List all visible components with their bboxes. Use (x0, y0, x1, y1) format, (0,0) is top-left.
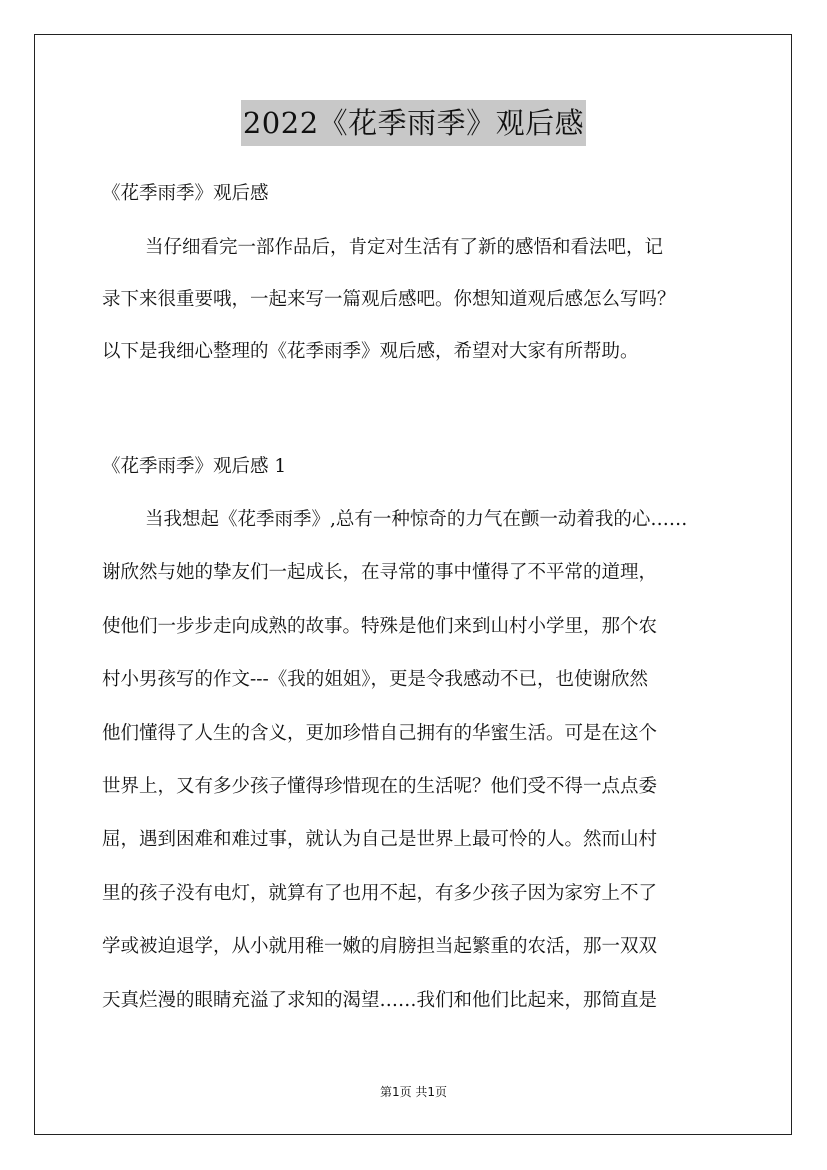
title-container (0, 100, 827, 146)
document-title: 2022《花季雨季》观后感 (241, 100, 586, 146)
text-line: 当我想起《花季雨季》,总有一种惊奇的力气在颤一动着我的心…… (145, 509, 688, 530)
text-line: 天真烂漫的眼睛充溢了求知的渴望……我们和他们比起来，那简直是 (102, 989, 658, 1011)
text-line: 他们懂得了人生的含义，更加珍惜自己拥有的华蜜生活。可是在这个 (102, 722, 658, 744)
text-line: 里的孩子没有电灯，就算有了也用不起，有多少孩子因为家穷上不了 (102, 882, 658, 904)
text-line: 世界上，又有多少孩子懂得珍惜现在的生活呢？他们受不得一点点委 (102, 775, 658, 797)
intro-paragraph (102, 235, 730, 391)
text-line: 学或被迫退学，从小就用稚一嫩的肩膀担当起繁重的农活，那一双双 (102, 936, 658, 958)
page-footer (0, 1083, 827, 1100)
section-heading: 《花季雨季》观后感 1 (102, 456, 287, 477)
document-subtitle: 《花季雨季》观后感 (102, 183, 269, 204)
text-line: 谢欣然与她的挚友们一起成长，在寻常的事中懂得了不平常的道理， (102, 562, 658, 584)
page-number: 第1页 共1页 (379, 1085, 448, 1099)
text-line: 村小男孩写的作文---《我的姐姐》，更是令我感动不已，也使谢欣然 (102, 669, 649, 691)
text-line: 录下来很重要哦，一起来写一篇观后感吧。你想知道观后感怎么写吗？ (102, 289, 676, 310)
text-line: 当仔细看完一部作品后，肯定对生活有了新的感悟和看法吧，记 (145, 237, 664, 258)
text-line: 屈，遇到困难和难过事，就认为自己是世界上最可怜的人。然而山村 (102, 829, 658, 851)
section-paragraph (102, 507, 730, 1041)
text-line: 使他们一步步走向成熟的故事。特殊是他们来到山村小学里，那个农 (102, 615, 658, 637)
text-line: 以下是我细心整理的《花季雨季》观后感，希望对大家有所帮助。 (102, 341, 639, 362)
